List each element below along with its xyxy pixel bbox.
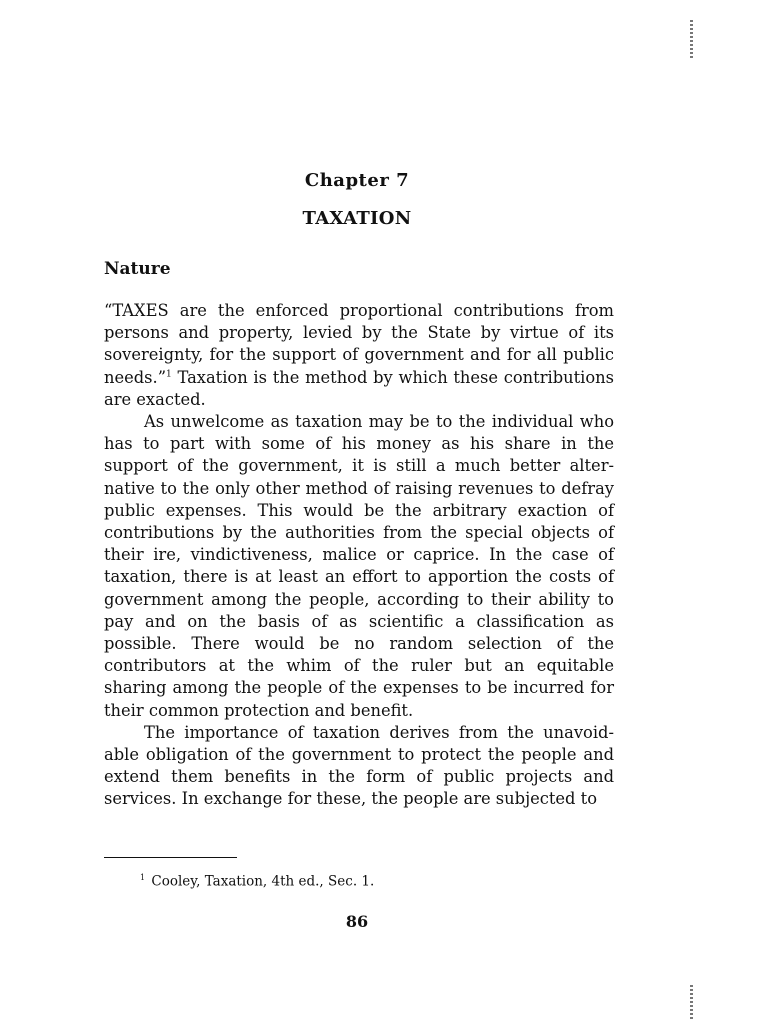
scan-edge-mark-bottom xyxy=(690,985,693,1019)
chapter-label: Chapter 7 xyxy=(304,170,410,191)
paragraph-3: The importance of taxation derives from the unavoidable obligation of the government to protect the people and extend them benefits in the form of public projects and services. In exchange for these, the people are subjected to xyxy=(104,722,614,809)
section-heading: Nature xyxy=(104,259,171,279)
footnote xyxy=(140,873,374,890)
footnote-reference: 1 xyxy=(166,369,172,380)
scan-edge-mark-top xyxy=(690,20,693,58)
paragraph-1-text-after: Taxation is the method by which these contributions are exacted. xyxy=(104,367,614,409)
chapter-title: TAXATION xyxy=(302,208,412,229)
body-text xyxy=(104,300,614,811)
footnote-divider xyxy=(104,857,237,858)
footnote-text: Cooley, Taxation, 4th ed., Sec. 1. xyxy=(151,873,375,890)
footnote-marker: 1 xyxy=(140,873,146,882)
paragraph-1-text: “TAXES are the enforced proportional contributions from persons and property, levied by the State by virtue of its sovereignty, for the support of government and for all public needs.” xyxy=(104,301,614,387)
page-number: 86 xyxy=(345,912,369,931)
paragraph-2: As unwelcome as taxation may be to the individual who has to part with some of his money as his share in the support of the government, it is still a much better alternative to the only other method of raising revenues to defray public expenses. This would be the arbitrary exaction of contributions by the authorities from the special objects of their ire, vindictiveness, malice or caprice. In the case of taxation, there is at least an effort to apportion the costs of government among the people, according to their ability to pay and on the basis of as scientific a classification as possible. There would be no random selection of the contributors at the whim of the ruler but an equitable sharing among the people of the expenses to be incurred for their common protection and benefit. xyxy=(104,412,614,720)
paragraph-1 xyxy=(104,300,614,411)
